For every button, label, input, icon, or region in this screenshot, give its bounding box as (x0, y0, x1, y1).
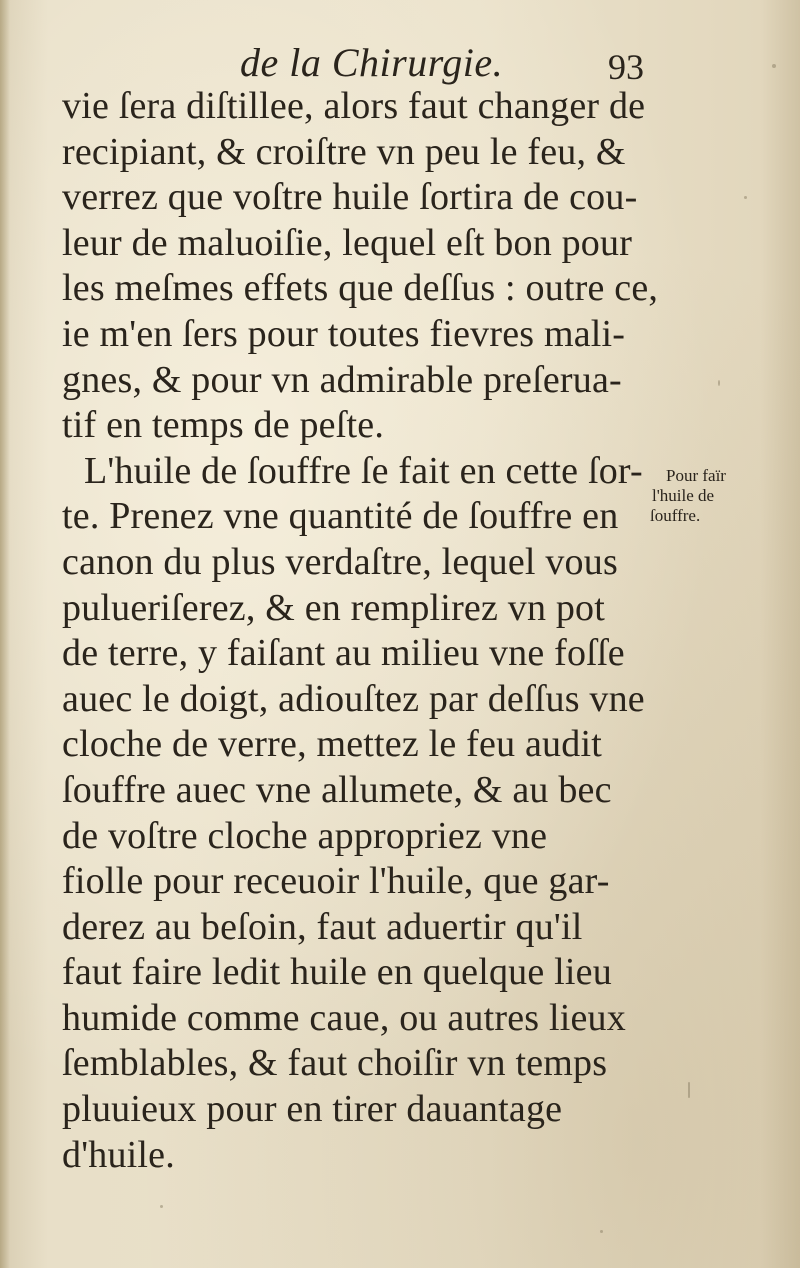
text-line: d'huile. (62, 1133, 175, 1176)
text-line: cloche de verre, mettez le feu audit (62, 723, 602, 766)
paper-speck (160, 1205, 163, 1208)
paper-speck (688, 1082, 690, 1098)
text-line: de terre, y faiſant au milieu vne foſſe (62, 632, 625, 675)
text-line: gnes, & pour vn admirable preſerua- (62, 358, 622, 401)
running-head (240, 38, 660, 88)
text-line: ſemblables, & faut choiſir vn temps (62, 1042, 608, 1085)
margin-note-line: ſouffre. (650, 506, 701, 525)
body-text (62, 84, 659, 1178)
text-line: verrez que voſtre huile ſortira de cou- (62, 176, 638, 219)
text-line: pulueriſerez, & en remplirez vn pot (62, 586, 606, 629)
paper-speck (718, 380, 720, 386)
text-line: ſouffre auec vne allumete, & au bec (62, 768, 612, 811)
text-line: recipiant, & croiſtre vn peu le feu, & (62, 130, 626, 173)
text-line: humide comme caue, ou autres lieux (62, 996, 626, 1039)
text-line: pluuieux pour en tirer dauantage (62, 1088, 563, 1131)
text-line: te. Prenez vne quantité de ſouffre en (62, 495, 619, 538)
margin-note (650, 466, 790, 526)
margin-note-line: l'huile de (652, 486, 715, 505)
page-edge-shadow (0, 0, 10, 1268)
text-line: fiolle pour receuoir l'huile, que gar- (62, 860, 610, 903)
running-title: de la Chirurgie. (240, 40, 504, 85)
text-line: leur de maluoiſie, lequel eſt bon pour (62, 221, 633, 264)
text-line: auec le doigt, adiouſtez par deſſus vne (62, 677, 645, 720)
text-line: tif en temps de peſte. (62, 404, 385, 447)
paper-speck (744, 196, 747, 199)
text-line: canon du plus verdaſtre, lequel vous (62, 540, 618, 583)
text-line: faut faire ledit huile en quelque lieu (62, 951, 612, 994)
margin-note-line: Pour faïr (666, 466, 726, 485)
text-line: les meſmes effets que deſſus : outre ce, (62, 267, 659, 310)
paper-speck (600, 1230, 603, 1233)
paragraph-start-line: L'huile de ſouffre ſe fait en cette ſor- (84, 449, 643, 492)
text-line: derez au beſoin, faut aduertir qu'il (62, 905, 583, 948)
text-line: vie ſera diſtillee, alors faut changer de (62, 85, 646, 127)
text-line: de voſtre cloche appropriez vne (62, 814, 548, 857)
paper-speck (772, 64, 776, 68)
page-number: 93 (608, 47, 644, 87)
text-line: ie m'en ſers pour toutes fievres mali- (62, 312, 626, 355)
